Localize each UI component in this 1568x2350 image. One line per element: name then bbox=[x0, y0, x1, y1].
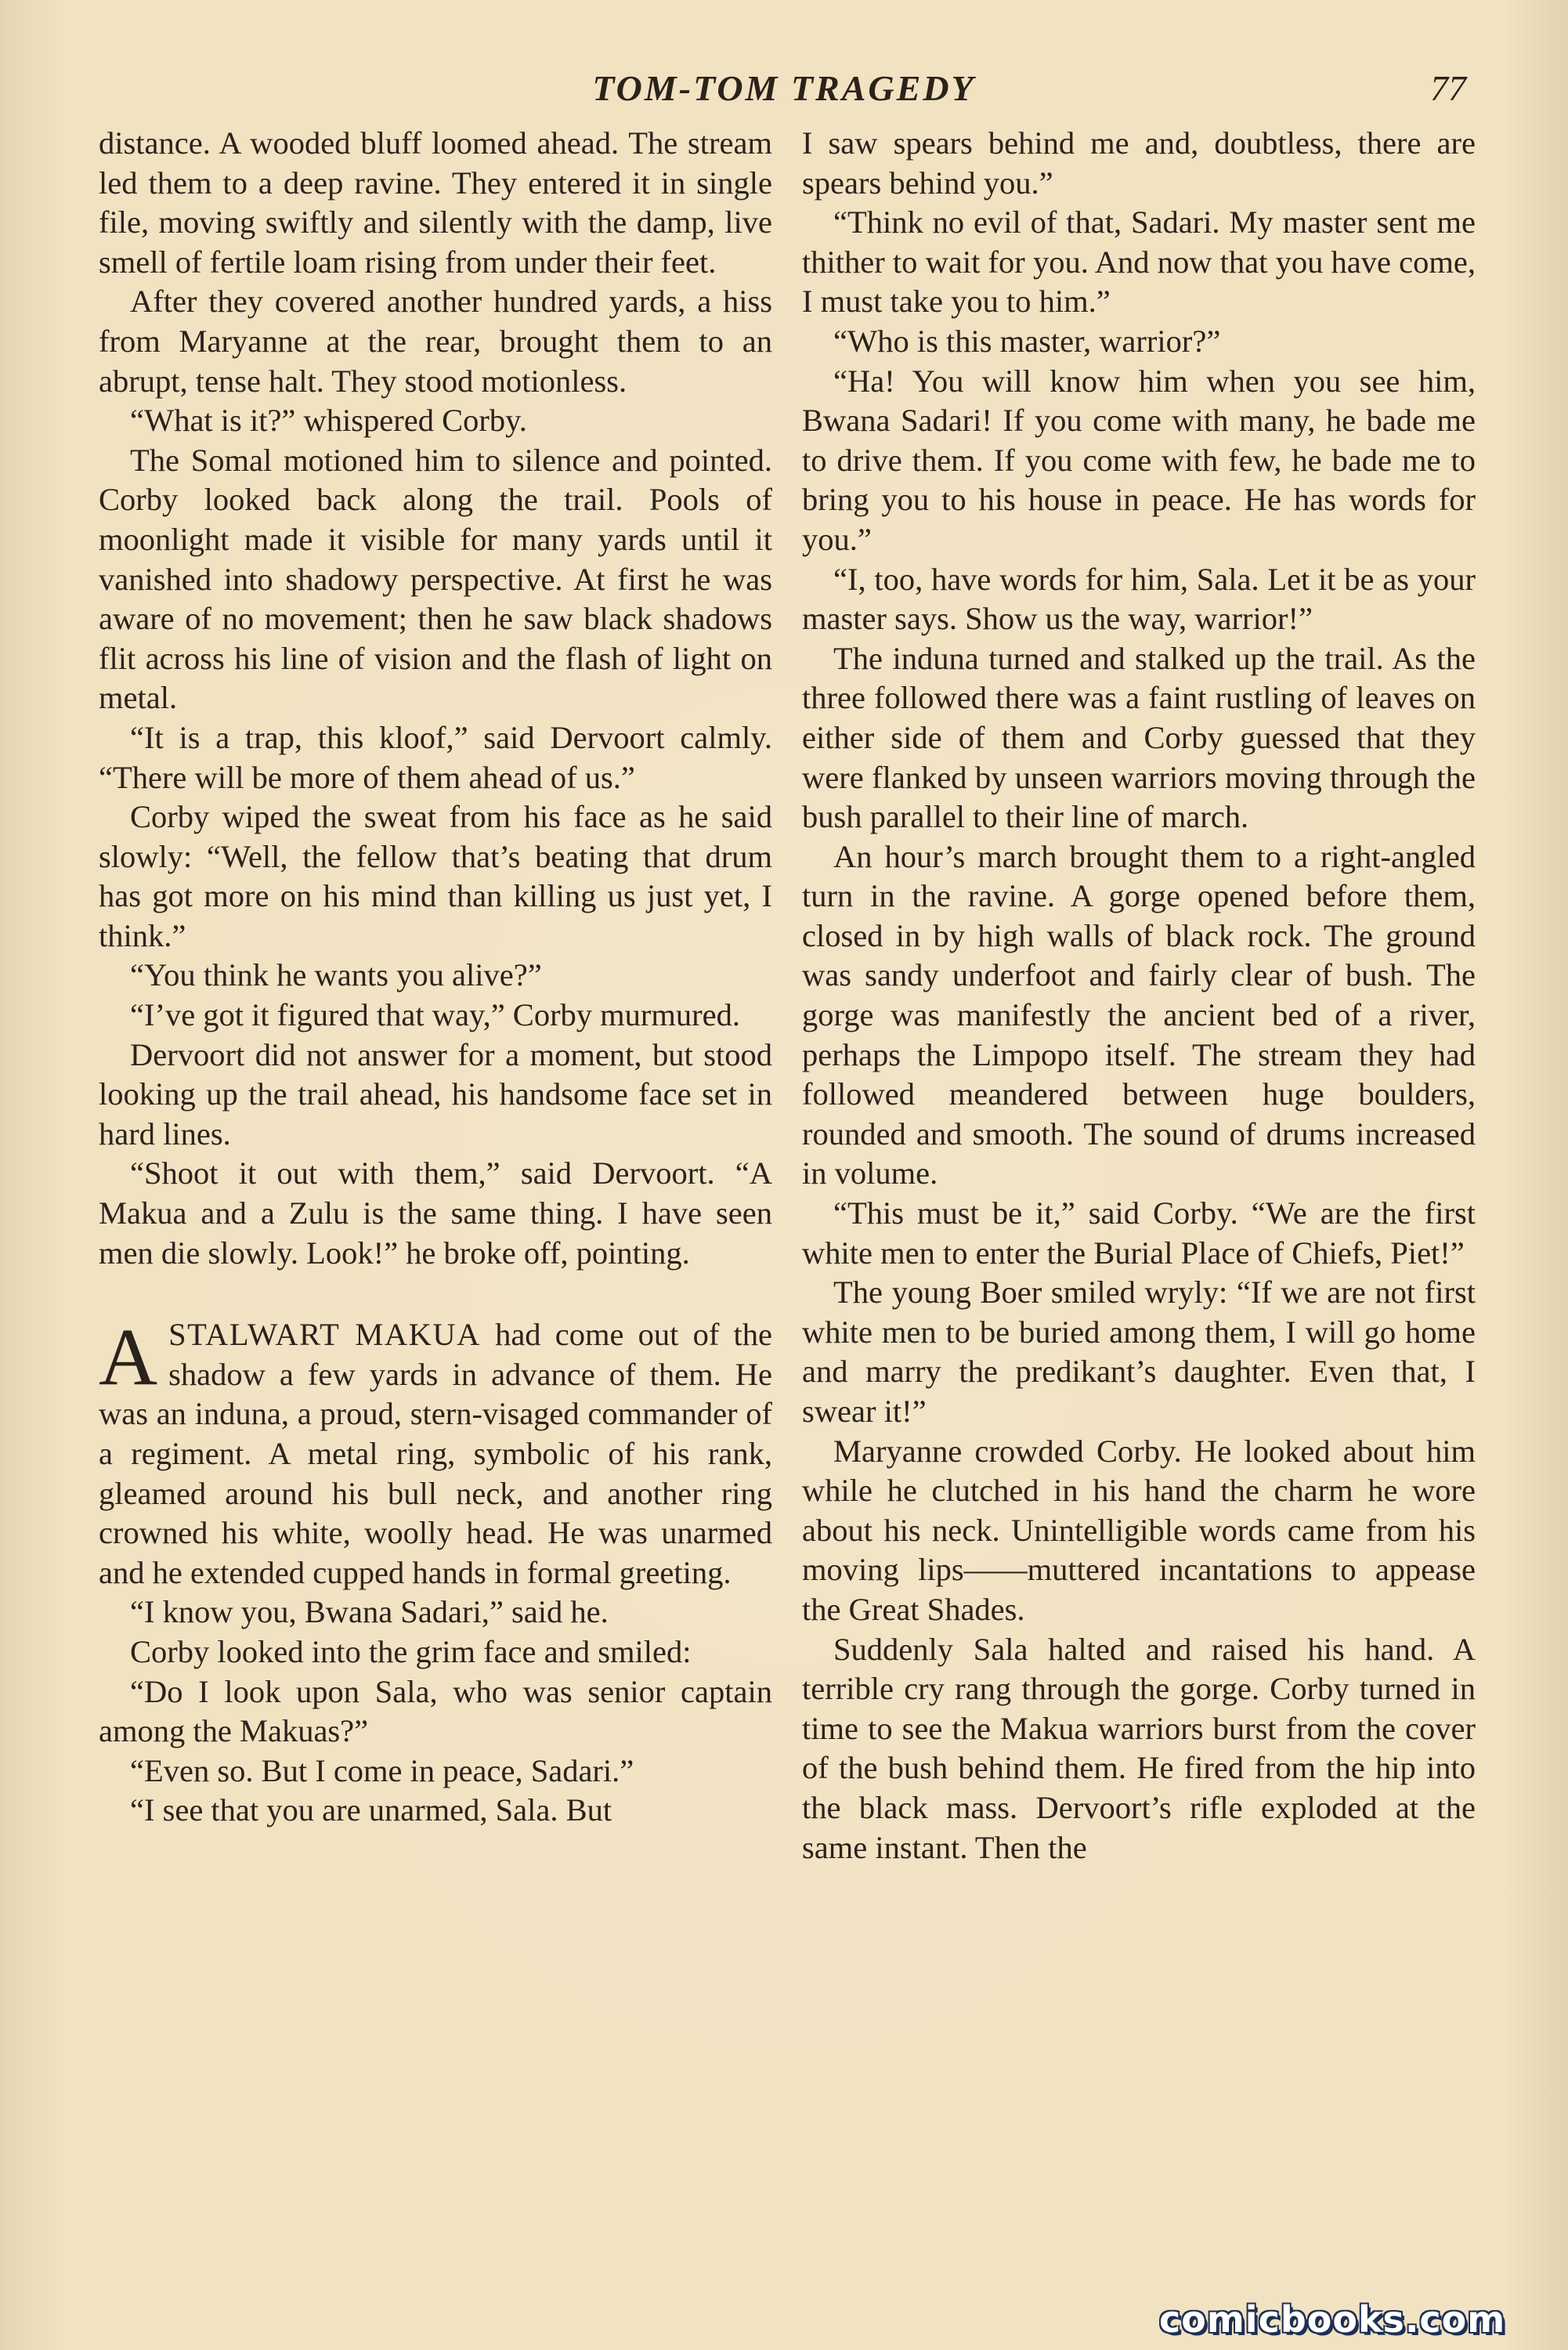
paragraph: Suddenly Sala halted and raised his hand. A terrible cry rang through the gorge. Corby turned in time to see the Makua warriors burst from the cover of the bush behind them. He fired from the hip into the black mass. Dervoort’s rifle exploded at the same instant. Then the bbox=[802, 1631, 1476, 1865]
section-opening-text: had come out of the shadow a few yards in advance of them. He was an induna, a proud, stern-visaged commander of a regiment. A metal ring, symbolic of his rank, gleamed around his bull neck, and another ring crowned his white, woolly head. He was unarmed and he extended cupped hands in formal greeting. bbox=[99, 1317, 773, 1590]
paragraph: The induna turned and stalked up the trail. As the three followed there was a faint rustling of leaves on either side of them and Corby guessed that they were flanked by unseen warriors moving through the bush parallel to their line of march. bbox=[802, 640, 1476, 835]
paragraph: An hour’s march brought them to a right-angled turn in the ravine. A gorge opened before them, closed in by high walls of black rock. The ground was sandy underfoot and fairly clear of bush. The gorge was manifestly the ancient bed of a river, perhaps the Limpopo itself. The stream they had followed meandered between huge boulders, rounded and smooth. The sound of drums increased in volume. bbox=[802, 838, 1476, 1191]
paragraph: “You think he wants you alive?” bbox=[130, 957, 542, 993]
section-opening-paragraph bbox=[99, 1312, 773, 1593]
paragraph: “I’ve got it figured that way,” Corby murmured. bbox=[130, 997, 741, 1033]
paragraph: “Do I look upon Sala, who was senior captain among the Makuas?” bbox=[99, 1673, 772, 1749]
paragraph: Corby looked into the grim face and smiled: bbox=[130, 1633, 692, 1669]
paragraph: “Who is this master, warrior?” bbox=[833, 323, 1221, 359]
paragraph: “I see that you are unarmed, Sala. But bbox=[130, 1792, 612, 1828]
drop-cap-letter: A bbox=[99, 1312, 158, 1403]
left-text-column bbox=[99, 124, 772, 1831]
paragraph: “I know you, Bwana Sadari,” said he. bbox=[130, 1594, 609, 1630]
paragraph: distance. A wooded bluff loomed ahead. The stream led them to a deep ravine. They entered it in single file, moving swiftly and silently with the damp, live smell of fertile loam rising from under their feet. bbox=[99, 125, 772, 280]
paragraph: “Ha! You will know him when you see him, Bwana Sadari! If you come with many, he bade me to drive them. If you come with few, he bade me to bring you to his house in peace. He has words for you.” bbox=[802, 363, 1476, 557]
paragraph: Corby wiped the sweat from his face as he said slowly: “Well, the fellow that’s beating that drum has got more on his mind than killing us just yet, I think.” bbox=[99, 799, 772, 953]
paragraph: “What is it?” whispered Corby. bbox=[130, 403, 527, 439]
paragraph: “It is a trap, this kloof,” said Dervoort calmly. “There will be more of them ahead of us.” bbox=[99, 719, 772, 795]
drop-cap-lead-in: STALWART MAKUA bbox=[168, 1317, 481, 1353]
page-number: 77 bbox=[1430, 68, 1466, 108]
paragraph: I saw spears behind me and, doubtless, there are spears behind you.” bbox=[802, 125, 1476, 201]
right-text-column bbox=[802, 124, 1476, 1867]
paragraph: “Shoot it out with them,” said Dervoort. “A Makua and a Zulu is the same thing. I have seen men die slowly. Look!” he broke off, pointing. bbox=[99, 1155, 772, 1271]
paragraph: Dervoort did not answer for a moment, but stood looking up the trail ahead, his handsome face set in hard lines. bbox=[99, 1036, 772, 1152]
paragraph: The young Boer smiled wryly: “If we are not first white men to be buried among them, I will go home and marry the predikant’s daughter. Even that, I swear it!” bbox=[802, 1274, 1476, 1429]
paragraph: “I, too, have words for him, Sala. Let it be as your master says. Show us the way, warrior!” bbox=[802, 561, 1476, 637]
paragraph: “Even so. But I come in peace, Sadari.” bbox=[130, 1752, 634, 1788]
paragraph: After they covered another hundred yards, a hiss from Maryanne at the rear, brought them to an abrupt, tense halt. They stood motionless. bbox=[99, 284, 772, 399]
running-title: TOM-TOM TRAGEDY bbox=[592, 68, 976, 108]
paragraph: The Somal motioned him to silence and pointed. Corby looked back along the trail. Pools of moonlight made it visible for many yards until it vanished into shadowy perspective. At first he was aware of no movement; then he saw black shadows flit across his line of vision and the flash of light on metal. bbox=[99, 442, 772, 716]
paragraph: “This must be it,” said Corby. “We are the first white men to enter the Burial Place of Chiefs, Piet!” bbox=[802, 1195, 1476, 1271]
paragraph: “Think no evil of that, Sadari. My master sent me thither to wait for you. And now that you have come, I must take you to him.” bbox=[802, 204, 1476, 320]
paragraph: Maryanne crowded Corby. He looked about him while he clutched in his hand the charm he wore about his neck. Unintelligible words came from his moving lips——muttered incantations to appease the Great Shades. bbox=[802, 1433, 1476, 1627]
site-watermark: comicbooks.com bbox=[1159, 2298, 1506, 2341]
